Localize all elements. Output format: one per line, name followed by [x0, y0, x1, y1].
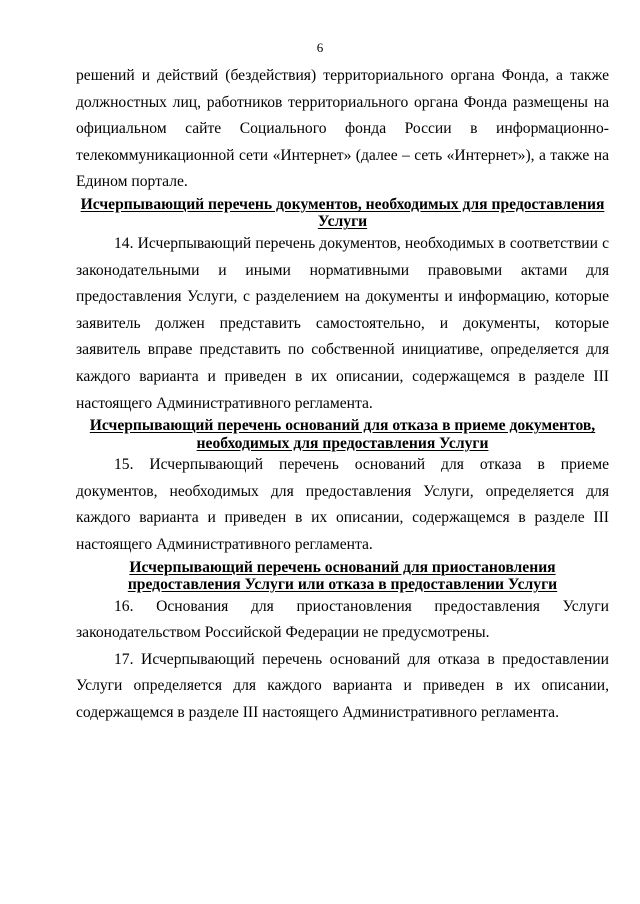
section-heading-refusal-acceptance-text: Исчерпывающий перечень оснований для отказа в приеме документов, необходимых для предоставления Услуги — [89, 417, 596, 452]
paragraph-14: 14. Исчерпывающий перечень документов, необходимых в соответствии с законодательными и иными нормативными правовыми актами для предоставления Услуги, с разделением на документы и информацию, которые заявитель должен представить самостоятельно, и документы, которые заявитель вправе представить по собственной инициативе, определяется для каждого варианта и приведен в их описании, содержащемся в разделе III настоящего Административного регламента. — [76, 234, 609, 412]
section-heading-documents — [76, 196, 609, 231]
document-body — [76, 63, 609, 726]
paragraph-16: 16. Основания для приостановления предоставления Услуги законодательством Российской Федерации не предусмотрены. — [76, 597, 609, 642]
paragraph-15: 15. Исчерпывающий перечень оснований для отказа в приеме документов, необходимых для предоставления Услуги, определяется для каждого варианта и приведен в их описании, содержащемся в разделе III настоящего Административного регламента. — [76, 456, 609, 553]
section-heading-suspension-refusal — [76, 559, 609, 594]
section-heading-documents-text: Исчерпывающий перечень документов, необходимых для предоставления Услуги — [80, 195, 605, 231]
page-number: 6 — [316, 40, 324, 55]
section-heading-suspension-refusal-text: Исчерпывающий перечень оснований для приостановления предоставления Услуги или отказа в предоставлении Услуги — [127, 558, 558, 593]
section-heading-refusal-acceptance — [76, 417, 609, 452]
intro-paragraph: решений и действий (бездействия) территориального органа Фонда, а также должностных лиц, работников территориального органа Фонда размещены на официальном сайте Социального фонда России в информационно-телекоммуникационной сети «Интернет» (далее – сеть «Интернет»), а также на Едином портале. — [76, 67, 609, 191]
paragraph-17: 17. Исчерпывающий перечень оснований для отказа в предоставлении Услуги определяется для каждого варианта и приведен в их описании, содержащемся в разделе III настоящего Административного регламента. — [76, 650, 609, 721]
